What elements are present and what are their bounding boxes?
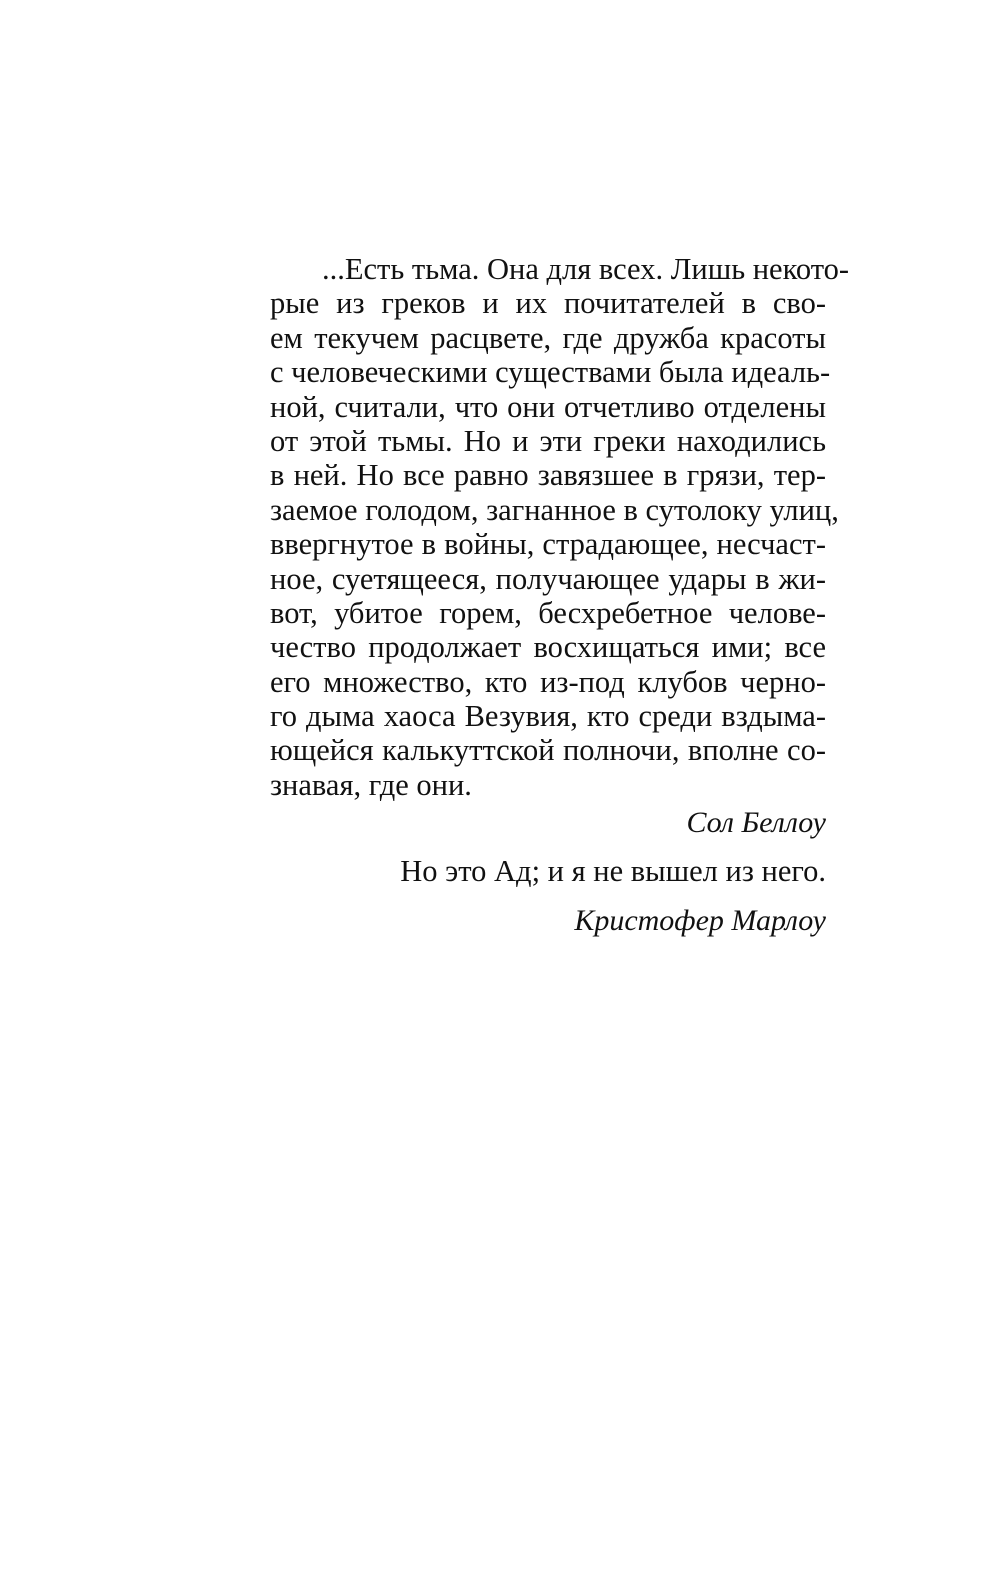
epigraph-line: ...Есть тьма. Она для всех. Лишь некото- [322,252,850,286]
epigraph-line: в ней. Но все равно завязшее в грязи, тер- [270,458,826,493]
epigraph-line: го дыма хаоса Везувия, кто среди вздыма- [270,699,826,734]
epigraph-line: заемое голодом, загнанное в сутолоку улиц, [270,492,839,527]
epigraph-line: его множество, кто из-под клубов черно- [270,664,826,699]
epigraph-line: ющейся калькуттской полночи, вполне со- [270,733,826,768]
epigraph-quote-marlowe: Но это Ад; и я не вышел из него. [400,854,826,888]
epigraph-line: чество продолжает восхищаться ими; все [270,630,826,665]
epigraph-line: рые из греков и их почитателей в сво- [270,286,826,321]
epigraph-line: вот, убитое горем, бесхребетное челове- [270,595,826,630]
epigraph-line: ной, считали, что они отчетливо отделены [270,389,826,424]
epigraph-line: от этой тьмы. Но и эти греки находились [270,423,826,458]
epigraph-line: ное, суетящееся, получающее удары в жи- [270,561,826,596]
epigraph-line: с человеческими существами была идеаль- [270,355,831,390]
epigraph-line: ем текучем расцвете, где дружба красоты [270,320,826,355]
epigraph-marlowe [270,854,826,938]
epigraph-author-marlowe: Кристофер Марлоу [574,904,826,937]
epigraph-line: ввергнутое в войны, страдающее, несчаст- [270,527,826,562]
epigraph-author-bellow: Сол Беллоу [686,806,826,840]
epigraph-bellow [270,252,850,840]
epigraph-line: знавая, где они. [270,767,472,802]
